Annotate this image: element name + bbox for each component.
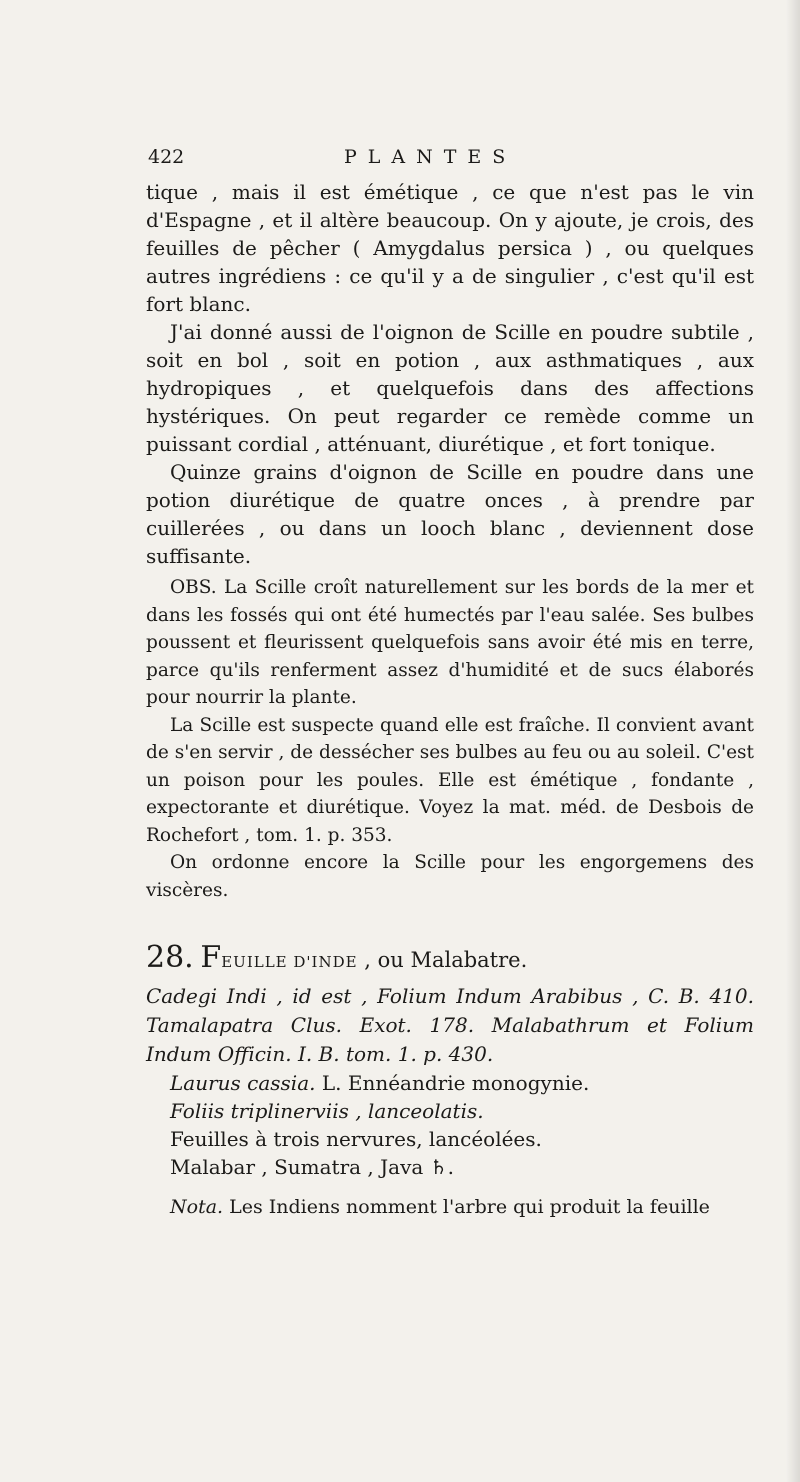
entry-initial: F xyxy=(200,940,222,975)
paragraph-scille-powder: J'ai donné aussi de l'oignon de Scille en poudre subtile , soit en bol , soit en potion , aux asthmatiques , aux hydropiques , et quelquefois dans des affections hystériques. On peut regarder ce remède comme un puissant cordial , atténuant, diurétique , et fort tonique. xyxy=(146,320,754,456)
paragraph-scille-caution: La Scille est suspecte quand elle est fraîche. Il convient avant de s'en servir , de dessécher ses bulbes au feu ou au soleil. C'est un poison pour les poules. Elle est émétique , fondante , expectorante et diurétique. Voyez la mat. méd. de Desbois de Rochefort , tom. 1. p. 353. xyxy=(146,714,754,846)
page-body xyxy=(146,178,754,1221)
entry-heading xyxy=(146,940,754,976)
entry-title-suffix: , ou Malabatre. xyxy=(364,948,528,972)
linnaean-binomial: Laurus cassia. xyxy=(170,1071,316,1095)
paragraph-engorgemens: On ordonne encore la Scille pour les engorgemens des viscères. xyxy=(146,852,754,901)
french-description: Feuilles à trois nervures, lancéolées. xyxy=(170,1127,542,1151)
entry-number: 28. xyxy=(146,940,194,975)
linnaean-class: L. Ennéandrie monogynie. xyxy=(321,1071,590,1095)
page-number: 422 xyxy=(148,146,185,168)
paragraph-dose: Quinze grains d'oignon de Scille en poudre dans une potion diurétique de quatre onces , à prendre par cuillerées , ou dans un looch blanc , deviennent dose suffisante. xyxy=(146,460,754,568)
page-header xyxy=(148,146,740,172)
paragraph-observation: OBS. La Scille croît naturellement sur les bords de la mer et dans les fossés qui ont été humectés par l'eau salée. Ses bulbes poussent et fleurissent quelquefois sans avoir été mis en terre, parce qu'ils renferment assez d'humidité et de sucs élaborés pour nourrir la plante. xyxy=(146,577,754,708)
paragraph-continuation: tique , mais il est émétique , ce que n'est pas le vin d'Espagne , et il altère beaucoup. On y ajoute, je crois, des feuilles de pêcher ( Amygdalus persica ) , ou quelques autres ingrédiens : ce qu'il y a de singulier , c'est qu'il est fort blanc. xyxy=(146,180,754,316)
nota-label: Nota. xyxy=(170,1196,224,1218)
entry-synonymy: Cadegi Indi , id est , Folium Indum Arabibus , C. B. 410. Tamalapatra Clus. Exot. 178. Malabathrum et Folium Indum Officin. I. B. tom. 1. p. 430. xyxy=(146,984,754,1066)
habitat: Malabar , Sumatra , Java ♄. xyxy=(170,1155,454,1179)
linnaean-name xyxy=(170,1069,754,1097)
latin-description: Foliis triplinerviis , lanceolatis. xyxy=(170,1099,484,1123)
running-title: PLANTES xyxy=(344,146,517,168)
nota-line xyxy=(170,1193,754,1221)
entry-title: EUILLE D'INDE xyxy=(221,953,358,971)
nota-text: Les Indiens nomment l'arbre qui produit la feuille xyxy=(229,1196,710,1218)
